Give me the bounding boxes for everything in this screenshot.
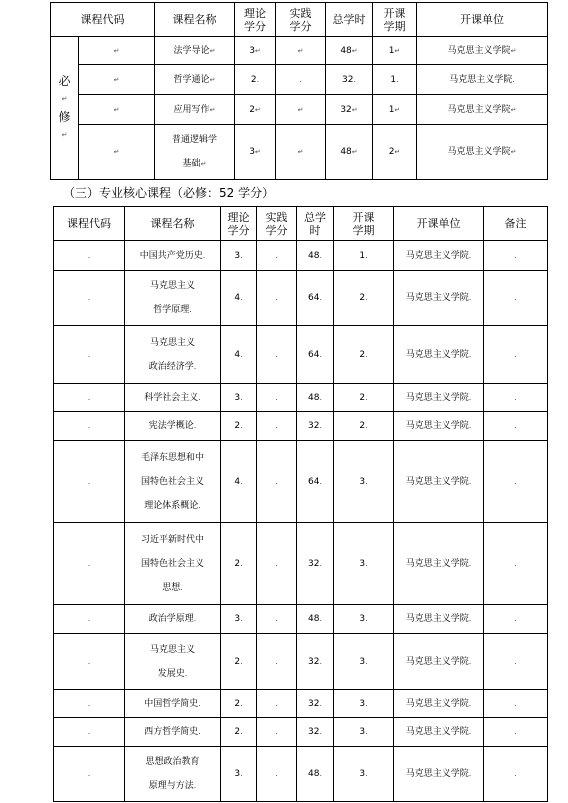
remarks-cell: . [484, 271, 548, 326]
term-cell: 3. [334, 441, 394, 523]
unit-cell: 马克思主义学院. [394, 523, 484, 605]
practice-credit-cell: . [257, 718, 297, 747]
term-cell: 3. [334, 634, 394, 690]
table-row [54, 605, 548, 634]
table-row [54, 326, 548, 384]
term-cell: 1. [334, 241, 394, 271]
total-hours-cell: 32. [297, 412, 334, 441]
course-name-cell: 中国共产党历史. [125, 241, 221, 271]
theory-credit-cell: 3. [221, 241, 257, 271]
core-courses-table [53, 206, 548, 802]
course-code-cell: ↵ [79, 125, 155, 180]
unit-cell: 马克思主义学院. [394, 412, 484, 441]
theory-credit-cell: 3. [221, 384, 257, 412]
term-cell: 2. [334, 384, 394, 412]
unit-cell: 马克思主义学院. [394, 271, 484, 326]
unit-cell: 马克思主义学院. [417, 65, 548, 95]
remarks-cell: . [484, 718, 548, 747]
course-name-cell: 应用写作↵ [155, 95, 235, 125]
table2-header-row [54, 207, 548, 241]
theory-credit-cell: 2. [221, 634, 257, 690]
header-course-name: 课程名称 [155, 3, 235, 37]
course-name-cell: 马克思主义 政治经济学. [125, 326, 221, 384]
course-code-cell: ↵ [79, 95, 155, 125]
header-total-hours: 总学时 [326, 3, 373, 37]
table-row [54, 384, 548, 412]
course-code-cell: . [54, 523, 125, 605]
theory-credit-cell: 3. [221, 605, 257, 634]
total-hours-cell: 48. [297, 384, 334, 412]
header-course-name: 课程名称 [125, 207, 221, 241]
course-code-cell: ↵ [79, 37, 155, 65]
unit-cell: 马克思主义学院↵ [417, 125, 548, 180]
table-row [54, 441, 548, 523]
table-row [51, 65, 548, 95]
theory-credit-cell: 4. [221, 271, 257, 326]
course-code-cell: ↵ [79, 65, 155, 95]
practice-credit-cell: . [257, 690, 297, 718]
term-cell: 1↵ [373, 95, 417, 125]
course-name-cell: 宪法学概论. [125, 412, 221, 441]
cell-marker: ↵ [61, 95, 68, 103]
course-code-cell: . [54, 241, 125, 271]
table-row [51, 125, 548, 180]
course-code-cell: . [54, 412, 125, 441]
practice-credit-cell: . [257, 241, 297, 271]
header-practice-credit: 实践 学分 [257, 207, 297, 241]
term-cell: 3. [334, 605, 394, 634]
unit-cell: 马克思主义学院. [394, 634, 484, 690]
theory-credit-cell: 2. [235, 65, 276, 95]
table1-header-row [51, 3, 548, 37]
header-practice-credit: 实践 学分 [276, 3, 326, 37]
unit-cell: 马克思主义学院↵ [417, 95, 548, 125]
header-theory-credit: 理论 学分 [235, 3, 276, 37]
practice-credit-cell: . [257, 747, 297, 802]
remarks-cell: . [484, 605, 548, 634]
theory-credit-cell: 2↵ [235, 95, 276, 125]
course-name-cell: 哲学通论↵ [155, 65, 235, 95]
practice-credit-cell: . [257, 326, 297, 384]
total-hours-cell: 32. [297, 634, 334, 690]
table-row [54, 412, 548, 441]
course-code-cell: . [54, 718, 125, 747]
table-row [51, 95, 548, 125]
course-name-cell: 习近平新时代中 国特色社会主义 思想. [125, 523, 221, 605]
practice-credit-cell: ↵ [276, 95, 326, 125]
total-hours-cell: 48↵ [326, 125, 373, 180]
remarks-cell: . [484, 747, 548, 802]
section-title: （三）专业核心课程（必修：52 学分） [63, 186, 275, 200]
course-name-cell: 法学导论↵ [155, 37, 235, 65]
header-term: 开课 学期 [373, 3, 417, 37]
term-cell: 2. [334, 271, 394, 326]
course-code-cell: . [54, 634, 125, 690]
practice-credit-cell: ↵ [276, 125, 326, 180]
remarks-cell: . [484, 523, 548, 605]
table-row [54, 690, 548, 718]
term-cell: 1. [373, 65, 417, 95]
table-row [54, 634, 548, 690]
practice-credit-cell: ↵ [276, 37, 326, 65]
total-hours-cell: 48↵ [326, 37, 373, 65]
header-course-code: 课程代码 [51, 3, 155, 37]
total-hours-cell: 32↵ [326, 95, 373, 125]
practice-credit-cell: . [257, 605, 297, 634]
practice-credit-cell: . [257, 412, 297, 441]
total-hours-cell: 32. [297, 718, 334, 747]
remarks-cell: . [484, 384, 548, 412]
unit-cell: 马克思主义学院. [394, 441, 484, 523]
table-row [54, 718, 548, 747]
theory-credit-cell: 2. [221, 718, 257, 747]
unit-cell: 马克思主义学院↵ [417, 37, 548, 65]
remarks-cell: . [484, 634, 548, 690]
course-code-cell: . [54, 441, 125, 523]
unit-cell: 马克思主义学院. [394, 326, 484, 384]
header-total-hours: 总学 时 [297, 207, 334, 241]
table-row [54, 523, 548, 605]
practice-credit-cell: . [257, 634, 297, 690]
course-name-cell: 马克思主义 哲学原理. [125, 271, 221, 326]
course-name-cell: 科学社会主义. [125, 384, 221, 412]
header-theory-credit: 理论 学分 [221, 207, 257, 241]
unit-cell: 马克思主义学院. [394, 384, 484, 412]
unit-cell: 马克思主义学院. [394, 718, 484, 747]
theory-credit-cell: 3. [221, 747, 257, 802]
table2-body [54, 241, 548, 802]
total-hours-cell: 32. [297, 690, 334, 718]
total-hours-cell: 48. [297, 605, 334, 634]
header-term: 开课 学期 [334, 207, 394, 241]
course-name-cell: 普通逻辑学 基础↵ [155, 125, 235, 180]
remarks-cell: . [484, 326, 548, 384]
unit-cell: 马克思主义学院. [394, 605, 484, 634]
term-cell: 2. [334, 326, 394, 384]
header-remarks: 备注 [484, 207, 548, 241]
general-required-courses-table [50, 2, 548, 180]
theory-credit-cell: 3↵ [235, 125, 276, 180]
unit-cell: 马克思主义学院. [394, 690, 484, 718]
total-hours-cell: 64. [297, 271, 334, 326]
course-name-cell: 中国哲学简史. [125, 690, 221, 718]
course-code-cell: . [54, 271, 125, 326]
total-hours-cell: 32. [297, 523, 334, 605]
total-hours-cell: 64. [297, 326, 334, 384]
course-name-cell: 毛泽东思想和中 国特色社会主义 理论体系概论. [125, 441, 221, 523]
remarks-cell: . [484, 441, 548, 523]
term-cell: 3. [334, 718, 394, 747]
term-cell: 3. [334, 690, 394, 718]
category-char-2: 修 [58, 110, 71, 124]
theory-credit-cell: 4. [221, 326, 257, 384]
course-name-cell: 思想政治教育 原理与方法. [125, 747, 221, 802]
remarks-cell: . [484, 690, 548, 718]
course-name-cell: 马克思主义 发展史. [125, 634, 221, 690]
practice-credit-cell: . [257, 441, 297, 523]
course-code-cell: . [54, 690, 125, 718]
unit-cell: 马克思主义学院. [394, 241, 484, 271]
header-unit: 开课单位 [417, 3, 548, 37]
category-required [51, 37, 79, 180]
course-code-cell: . [54, 605, 125, 634]
theory-credit-cell: 2. [221, 523, 257, 605]
theory-credit-cell: 2. [221, 412, 257, 441]
practice-credit-cell: . [257, 271, 297, 326]
table-row [54, 747, 548, 802]
practice-credit-cell: . [257, 384, 297, 412]
header-course-code: 课程代码 [54, 207, 125, 241]
term-cell: 1↵ [373, 37, 417, 65]
practice-credit-cell: . [276, 65, 326, 95]
course-code-cell: . [54, 384, 125, 412]
theory-credit-cell: 2. [221, 690, 257, 718]
course-name-cell: 政治学原理. [125, 605, 221, 634]
term-cell: 2↵ [373, 125, 417, 180]
remarks-cell: . [484, 412, 548, 441]
total-hours-cell: 64. [297, 441, 334, 523]
practice-credit-cell: . [257, 523, 297, 605]
remarks-cell: . [484, 241, 548, 271]
table-row [51, 37, 548, 65]
cell-marker: ↵ [61, 131, 68, 139]
total-hours-cell: 48. [297, 241, 334, 271]
header-unit: 开课单位 [394, 207, 484, 241]
table-row [54, 271, 548, 326]
course-name-cell: 西方哲学简史. [125, 718, 221, 747]
total-hours-cell: 32. [326, 65, 373, 95]
term-cell: 2. [334, 412, 394, 441]
theory-credit-cell: 4. [221, 441, 257, 523]
term-cell: 3. [334, 747, 394, 802]
table-row [54, 241, 548, 271]
category-char-1: 必 [58, 74, 71, 88]
course-code-cell: . [54, 326, 125, 384]
course-code-cell: . [54, 747, 125, 802]
unit-cell: 马克思主义学院. [394, 747, 484, 802]
total-hours-cell: 48. [297, 747, 334, 802]
term-cell: 3. [334, 523, 394, 605]
theory-credit-cell: 3↵ [235, 37, 276, 65]
